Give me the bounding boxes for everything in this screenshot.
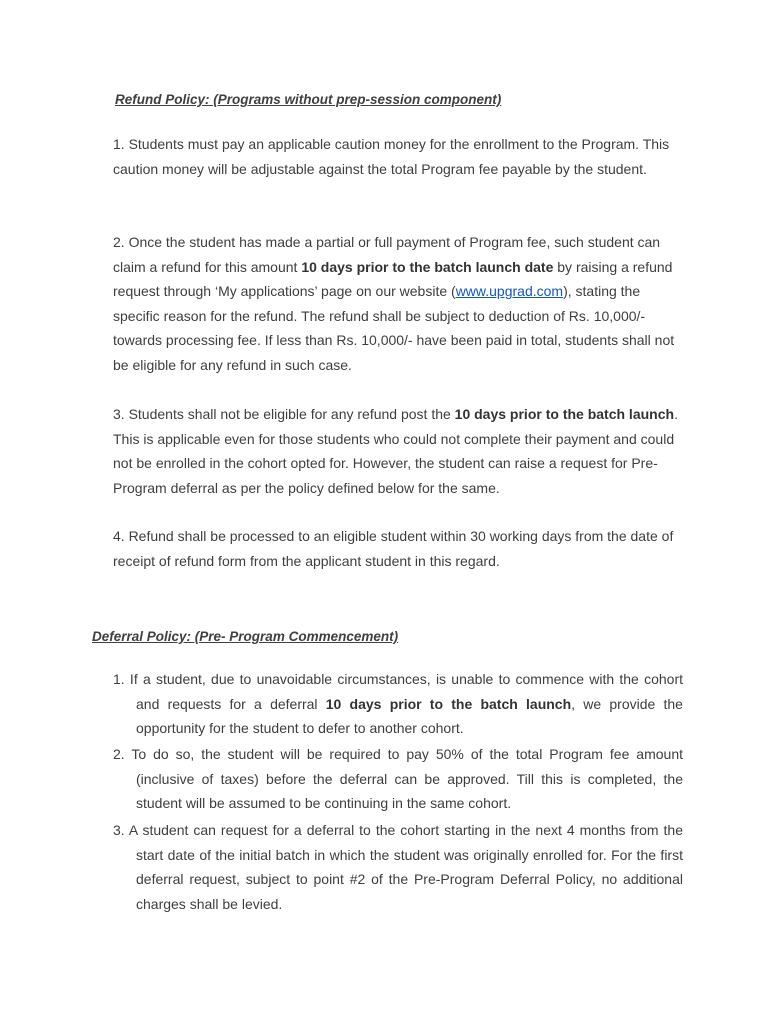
refund-policy-heading: Refund Policy: (Programs without prep-session component) [115, 92, 502, 107]
deferral-item-3: 3. A student can request for a deferral to the cohort starting in the next 4 months from the start date of the initial batch in which the student was originally enrolled for. For the first deferral request, subject to point #2 of the Pre-Program Deferral Policy, no additional charges shall be levied. [113, 822, 683, 912]
deferral-item-1 [113, 667, 683, 741]
refund-point-2-text-c: ), stating the specific reason for the refund. The refund shall be subject to deduction of Rs. 10,000/- towards processing fee. If less than Rs. 10,000/- have been paid in total, students shall not be eligible for any refund in such case. [113, 283, 675, 373]
refund-point-3-text-a: 3. Students shall not be eligible for any refund post the [113, 406, 455, 422]
deferral-item-1-bold: 10 days prior to the batch launch [325, 695, 572, 712]
refund-point-3 [113, 402, 685, 500]
refund-point-1: 1. Students must pay an applicable caution money for the enrollment to the Program. This caution money will be adjustable against the total Program fee payable by the student. [113, 136, 670, 177]
deferral-policy-heading: Deferral Policy: (Pre- Program Commencement) [92, 629, 399, 644]
deferral-item-2: 2. To do so, the student will be required to pay 50% of the total Program fee amount (inclusive of taxes) before the deferral can be approved. Till this is completed, the student will be assumed to be continuing in the same cohort. [113, 746, 683, 811]
refund-point-2-text-b: by raising a refund request through ‘My applications’ page on our website ( [113, 258, 673, 299]
upgrad-website-link[interactable]: www.upgrad.com [455, 283, 564, 299]
deferral-item-1-text-b: , we provide the opportunity for the student to defer to another cohort. [136, 695, 683, 736]
refund-point-3-bold: 10 days prior to the batch launch [454, 406, 675, 422]
refund-point-2-bold: 10 days prior to the batch launch date [301, 258, 554, 275]
refund-point-3-text-b: . This is applicable even for those students who could not complete their payment and could not be enrolled in the cohort opted for. However, the student can raise a request for Pre-Program deferral as per the policy defined below for the same. [113, 406, 678, 496]
refund-point-4: 4. Refund shall be processed to an eligible student within 30 working days from the date of receipt of refund form from the applicant student in this regard. [113, 528, 674, 569]
refund-point-2-text-a: 2. Once the student has made a partial or full payment of Program fee, such student can claim a refund for this amount [113, 234, 661, 275]
refund-point-2 [113, 230, 685, 377]
deferral-item-1-text-a: 1. If a student, due to unavoidable circumstances, is unable to commence with the cohort and requests for a deferral [113, 671, 683, 712]
